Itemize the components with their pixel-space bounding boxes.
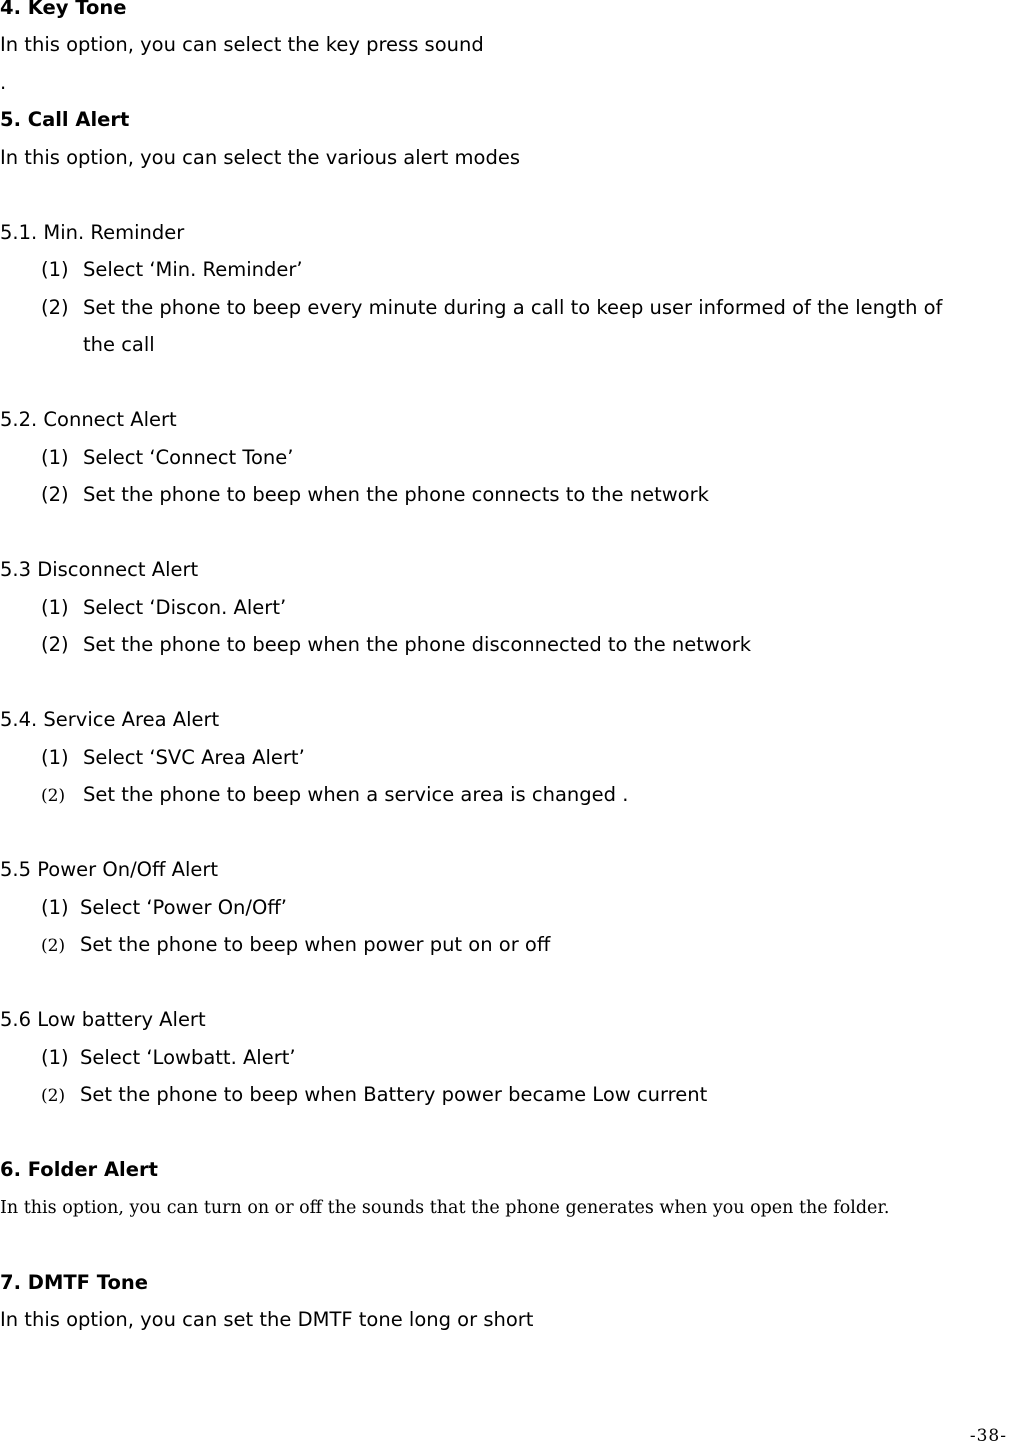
dmtf-tone-description: In this option, you can set the DMTF tone long or short bbox=[0, 1308, 534, 1331]
step-number: (1) bbox=[41, 896, 69, 919]
subsection-title-disconnect-alert: 5.3 Disconnect Alert bbox=[0, 558, 199, 581]
step-text: Select ‘Discon. Alert’ bbox=[83, 596, 287, 619]
section-heading-dmtf-tone: 7. DMTF Tone bbox=[0, 1271, 148, 1294]
subsection-title-min-reminder: 5.1. Min. Reminder bbox=[0, 221, 185, 244]
list-item bbox=[41, 633, 751, 657]
step-text: Select ‘Connect Tone’ bbox=[83, 446, 294, 469]
step-number: (1) bbox=[41, 258, 69, 281]
list-item bbox=[41, 896, 287, 920]
folder-alert-description: In this option, you can turn on or off the sounds that the phone generates when you open the folder. bbox=[0, 1198, 890, 1218]
step-number: (2) bbox=[41, 786, 66, 806]
section-heading-key-tone: 4. Key Tone bbox=[0, 0, 127, 19]
list-item bbox=[41, 746, 305, 770]
step-text: Set the phone to beep when Battery power became Low current bbox=[80, 1083, 708, 1106]
list-item bbox=[41, 258, 303, 282]
subsection-title-power-on-off-alert: 5.5 Power On/Off Alert bbox=[0, 858, 219, 881]
list-item bbox=[41, 1046, 296, 1070]
step-number: (1) bbox=[41, 446, 69, 469]
call-alert-description: In this option, you can select the various alert modes bbox=[0, 146, 520, 169]
step-text: Set the phone to beep when a service area is changed . bbox=[83, 783, 629, 806]
subsection-title-connect-alert: 5.2. Connect Alert bbox=[0, 408, 177, 431]
step-text: Select ‘SVC Area Alert’ bbox=[83, 746, 305, 769]
step-text: Set the phone to beep when the phone connects to the network bbox=[83, 483, 709, 506]
step-number: (1) bbox=[41, 746, 69, 769]
list-item bbox=[41, 1083, 707, 1108]
step-number: (2) bbox=[41, 936, 66, 956]
step-number: (1) bbox=[41, 1046, 69, 1069]
step-text: Set the phone to beep when power put on or off bbox=[80, 933, 551, 956]
list-item bbox=[41, 446, 293, 470]
step-text: Set the phone to beep when the phone disconnected to the network bbox=[83, 633, 752, 656]
key-tone-trailing-period: . bbox=[0, 71, 7, 94]
section-heading-folder-alert: 6. Folder Alert bbox=[0, 1158, 158, 1181]
list-item bbox=[41, 596, 286, 620]
step-text: Select ‘Min. Reminder’ bbox=[83, 258, 303, 281]
step-number: (2) bbox=[41, 483, 69, 506]
subsection-title-service-area-alert: 5.4. Service Area Alert bbox=[0, 708, 220, 731]
list-item bbox=[41, 296, 942, 320]
page-number: -38- bbox=[969, 1426, 1007, 1446]
step-number: (2) bbox=[41, 296, 69, 319]
list-item bbox=[41, 933, 550, 958]
section-heading-call-alert: 5. Call Alert bbox=[0, 108, 130, 131]
step-text: Select ‘Power On/Off’ bbox=[80, 896, 287, 919]
step-number: (2) bbox=[41, 1086, 66, 1106]
step-text: Set the phone to beep every minute during a call to keep user informed of the length of bbox=[83, 296, 943, 319]
list-item bbox=[41, 783, 628, 808]
step-number: (1) bbox=[41, 596, 69, 619]
subsection-title-low-battery-alert: 5.6 Low battery Alert bbox=[0, 1008, 206, 1031]
step-text-continuation: the call bbox=[83, 333, 155, 356]
list-item bbox=[41, 483, 709, 507]
step-number: (2) bbox=[41, 633, 69, 656]
key-tone-description: In this option, you can select the key press sound bbox=[0, 33, 484, 56]
step-text: Select ‘Lowbatt. Alert’ bbox=[80, 1046, 296, 1069]
